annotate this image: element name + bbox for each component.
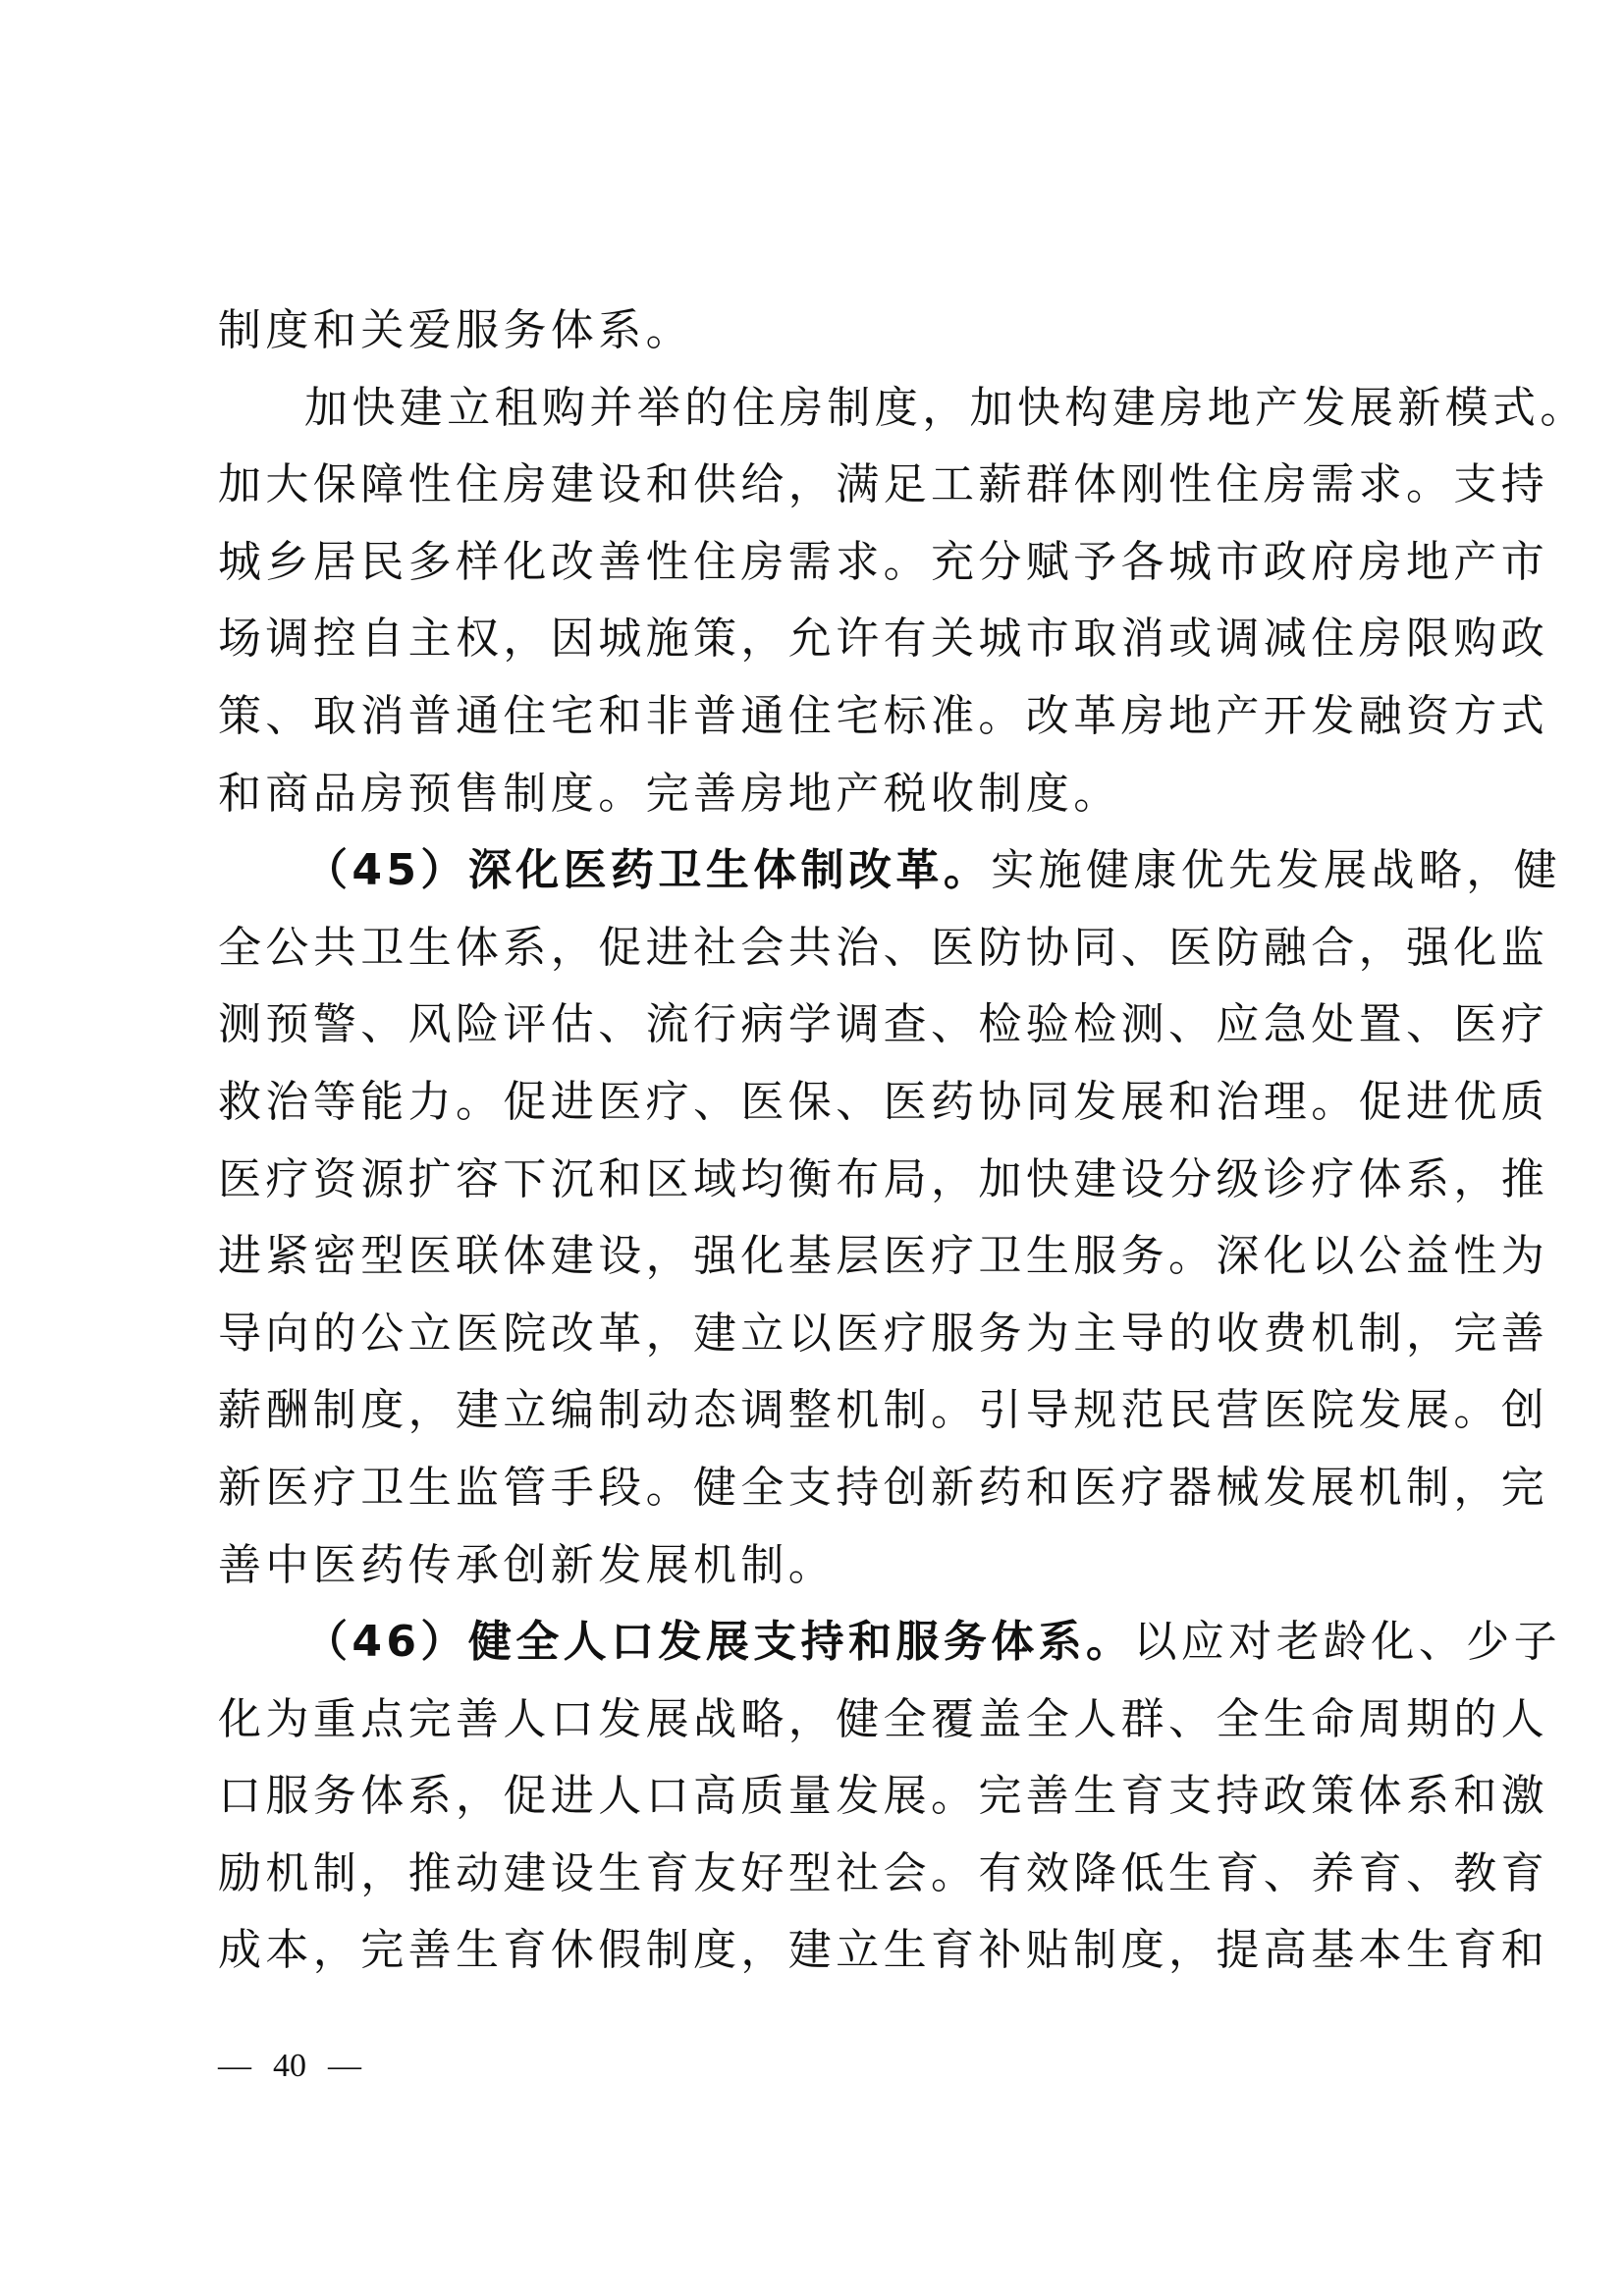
text-line: 实施健康优先发展战略，健: [991, 845, 1562, 896]
text-line: 口服务体系，促进人口高质量发展。完善生育支持政策体系和激: [218, 1771, 1549, 1822]
text-line: 善中医药传承创新发展机制。: [218, 1539, 837, 1590]
text-line: 加大保障性住房建设和供给，满足工薪群体刚性住房需求。支持: [218, 459, 1549, 510]
footer-dash-left: —: [218, 2048, 251, 2084]
text-line: 化为重点完善人口发展战略，健全覆盖全人群、全生命周期的人: [218, 1693, 1549, 1744]
section-heading-45: （45）深化医药卫生体制改革。: [304, 845, 992, 896]
text-line: 场调控自主权，因城施策，允许有关城市取消或调减住房限购政: [218, 614, 1549, 665]
paragraph-45: [218, 832, 1562, 910]
text-line: 薪酬制度，建立编制动态调整机制。引导规范民营医院发展。创: [218, 1385, 1549, 1436]
text-line: 救治等能力。促进医疗、医保、医药协同发展和治理。促进优质: [218, 1076, 1549, 1127]
footer-dash-right: —: [328, 2048, 361, 2084]
paragraph-46: [218, 1604, 1562, 1682]
text-line: 以应对老龄化、少子: [1133, 1617, 1562, 1668]
text-line: 制度和关爱服务体系。: [218, 305, 693, 355]
document-body: [218, 293, 1588, 1990]
text-line: 成本，完善生育休假制度，建立生育补贴制度，提高基本生育和: [218, 1925, 1549, 1976]
text-line: 新医疗卫生监管手段。健全支持创新药和医疗器械发展机制，完: [218, 1462, 1549, 1513]
page-footer: [218, 2043, 361, 2090]
text-line: 进紧密型医联体建设，强化基层医疗卫生服务。深化以公益性为: [218, 1231, 1549, 1282]
text-line: 励机制，推动建设生育友好型社会。有效降低生育、养育、教育: [218, 1847, 1549, 1898]
text-line: 和商品房预售制度。完善房地产税收制度。: [218, 768, 1121, 819]
section-heading-46: （46）健全人口发展支持和服务体系。: [304, 1617, 1134, 1668]
paragraph-housing: 加快建立租购并举的住房制度，加快构建房地产发展新模式。: [304, 382, 1588, 433]
page-number: 40: [273, 2048, 306, 2084]
text-line: 策、取消普通住宅和非普通住宅标准。改革房地产开发融资方式: [218, 690, 1549, 741]
text-line: 医疗资源扩容下沉和区域均衡布局，加快建设分级诊疗体系，推: [218, 1153, 1549, 1204]
text-line: 城乡居民多样化改善性住房需求。充分赋予各城市政府房地产市: [218, 536, 1549, 587]
text-line: 全公共卫生体系，促进社会共治、医防协同、医防融合，强化监: [218, 922, 1549, 973]
text-line: 测预警、风险评估、流行病学调查、检验检测、应急处置、医疗: [218, 999, 1549, 1050]
text-line: 导向的公立医院改革，建立以医疗服务为主导的收费机制，完善: [218, 1308, 1549, 1359]
